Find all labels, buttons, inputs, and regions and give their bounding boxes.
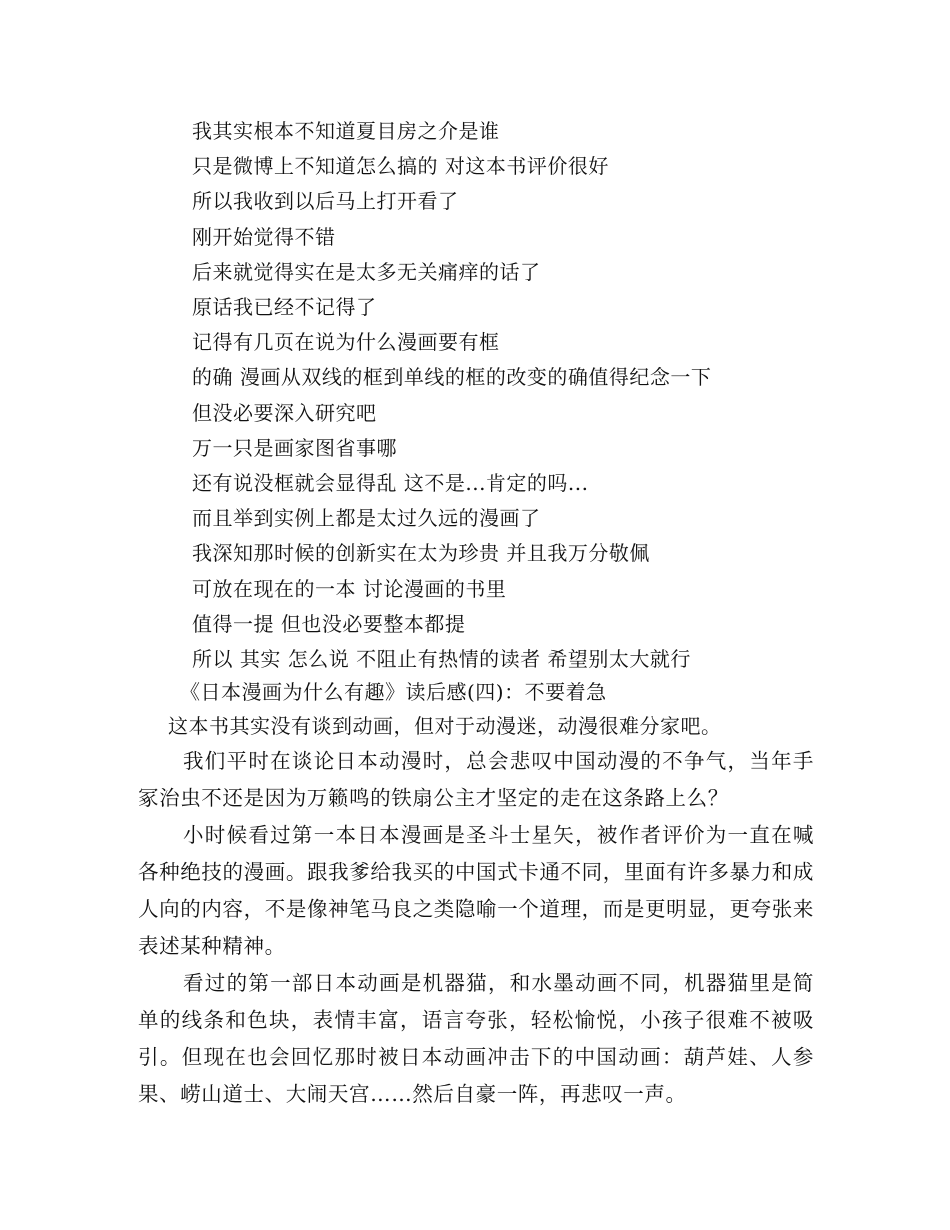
text-line: 还有说没框就会显得乱 这不是...肯定的吗... [192, 471, 589, 496]
text-line: 刚开始觉得不错 [192, 224, 336, 249]
text-line: 只是微博上不知道怎么搞的 对这本书评价很好 [192, 154, 609, 179]
text-line: 后来就觉得实在是太多无关痛痒的话了 [192, 259, 541, 284]
text-line: 值得一提 但也没必要整本都提 [192, 611, 466, 636]
paragraph: 看过的第一部日本动画是机器猫，和水墨动画不同，机器猫里是简单的线条和色块，表情丰富，语言夸张，轻松愉悦，小孩子很难不被吸引。但现在也会回忆那时被日本动画冲击下的中国动画：葫芦娃、人参果、崂山道士、大闹天宫……然后自豪一阵，再悲叹一声。 [138, 971, 814, 1106]
text-line: 而且举到实例上都是太过久远的漫画了 [192, 506, 541, 531]
text-line: 的确 漫画从双线的框到单线的框的改变的确值得纪念一下 [192, 365, 712, 390]
text-line: 万一只是画家图省事哪 [192, 435, 397, 460]
paragraph: 小时候看过第一本日本漫画是圣斗士星矢，被作者评价为一直在喊各种绝技的漫画。跟我爹给我买的中国式卡通不同，里面有许多暴力和成人向的内容，不是像神笔马良之类隐喻一个道理，而是更明显，更夸张来表述某种精神。 [138, 823, 814, 958]
text-line: 所以我收到以后马上打开看了 [192, 189, 459, 214]
text-line: 记得有几页在说为什么漫画要有框 [192, 330, 500, 355]
text-line: 所以 其实 怎么说 不阻止有热情的读者 希望别太大就行 [192, 647, 691, 672]
paragraph: 我们平时在谈论日本动漫时，总会悲叹中国动漫的不争气，当年手冢治虫不还是因为万籁鸣的铁扇公主才坚定的走在这条路上么？ [138, 749, 814, 810]
intro-line: 这本书其实没有谈到动画，但对于动漫迷，动漫很难分家吧。 [168, 714, 722, 738]
body-paragraphs [138, 743, 814, 1113]
section-title: 《日本漫画为什么有趣》读后感(四)：不要着急 [180, 680, 607, 704]
short-lines-block [192, 114, 832, 677]
text-line: 原话我已经不记得了 [192, 295, 377, 320]
text-line: 我其实根本不知道夏目房之介是谁 [192, 119, 500, 143]
text-line: 可放在现在的一本 讨论漫画的书里 [192, 576, 507, 601]
text-line: 我深知那时候的创新实在太为珍贵 并且我万分敬佩 [192, 541, 650, 566]
text-line: 但没必要深入研究吧 [192, 400, 377, 425]
